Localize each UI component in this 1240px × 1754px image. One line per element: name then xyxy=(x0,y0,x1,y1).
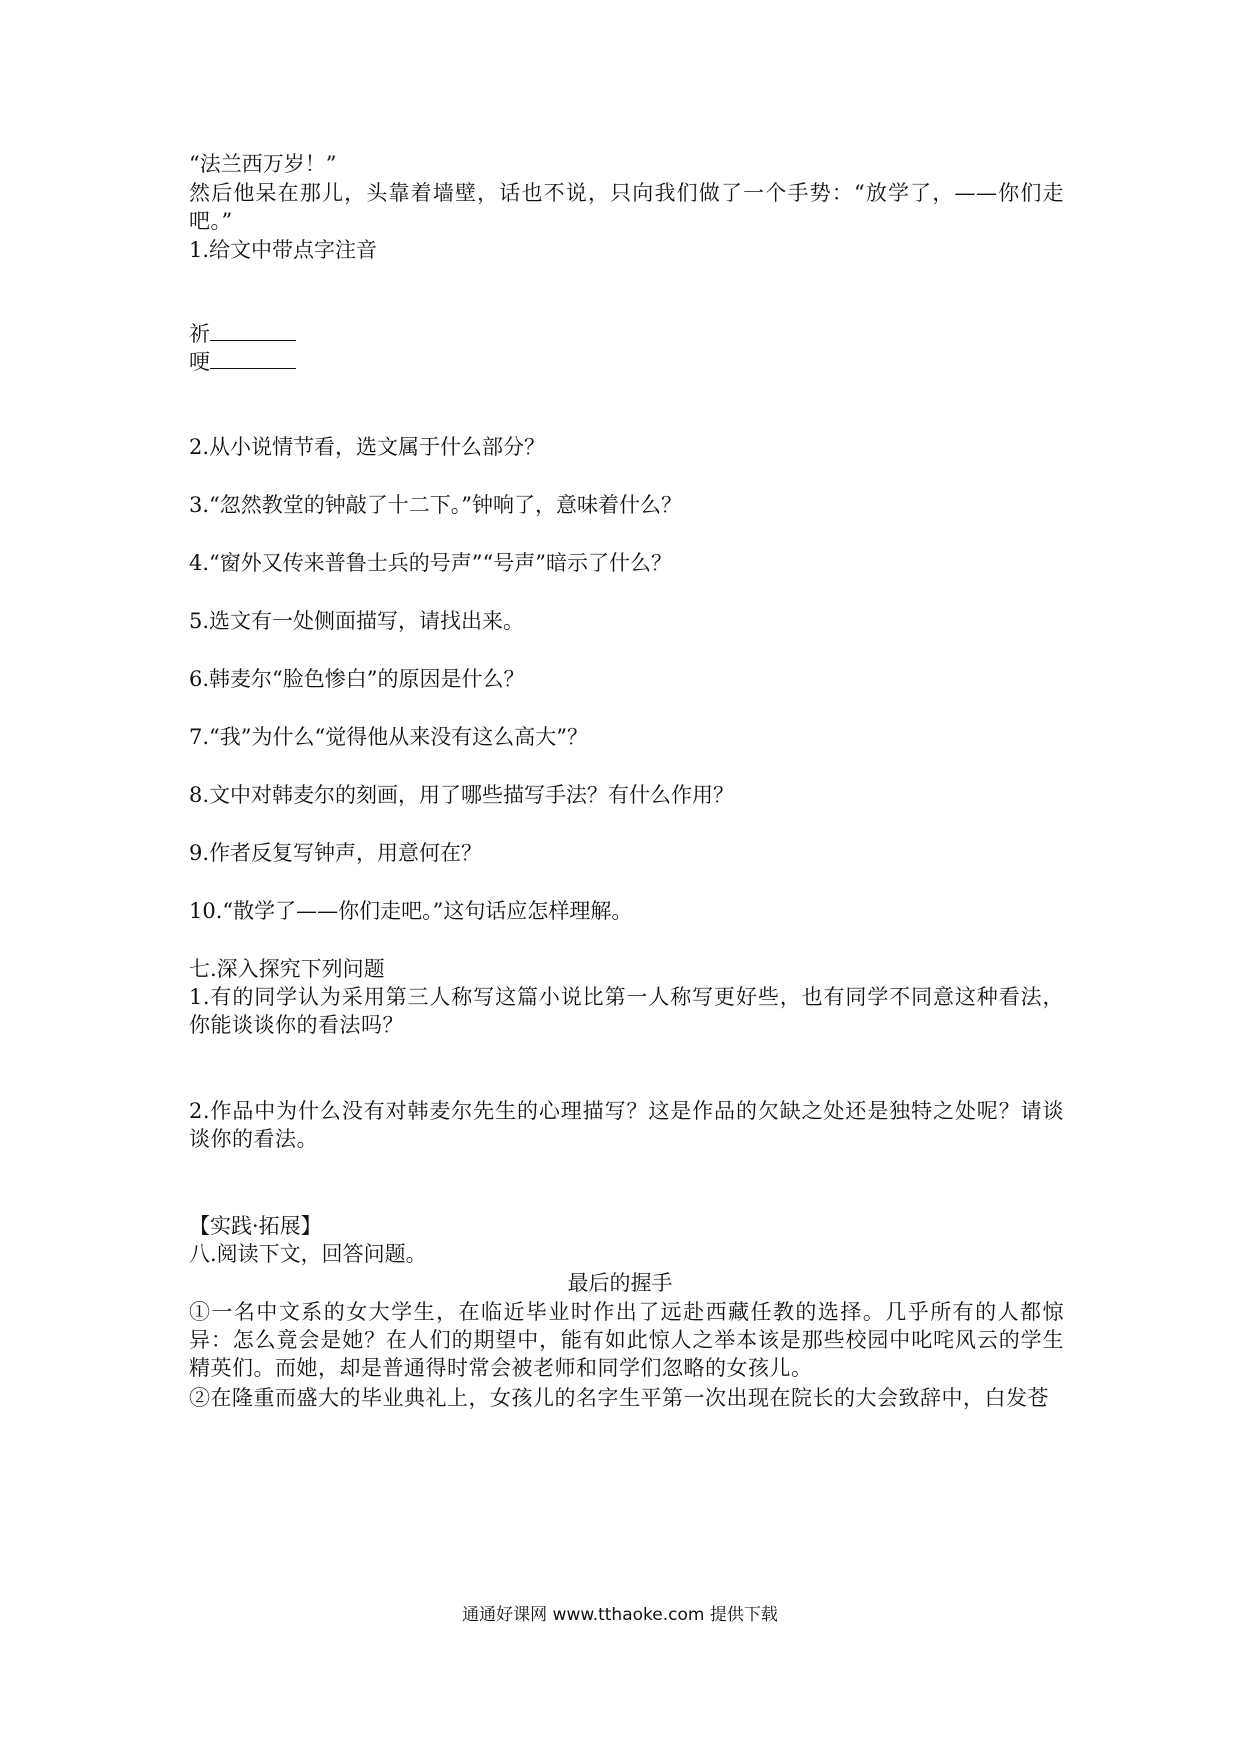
answer-blank-2[interactable] xyxy=(210,348,296,369)
question-8: 8.文中对韩麦尔的刻画，用了哪些描写手法？有什么作用？ xyxy=(189,783,735,807)
article-paragraph-1: ①一名中文系的女大学生，在临近毕业时作出了远赴西藏任教的选择。几乎所有的人都惊异：怎么竟会是她？在人们的期望中，能有如此惊人之举本该是那些校园中叱咤风云的学生精英们。而她，却是普通得时常会被老师和同学们忽略的女孩儿。 xyxy=(189,1300,1064,1380)
pinyin-item-qi xyxy=(189,320,296,348)
section-7-question-1: 1.有的同学认为采用第三人称写这篇小说比第一人称写更好些，也有同学不同意这种看法，你能谈谈你的看法吗？ xyxy=(189,985,1064,1037)
passage-line-1: “法兰西万岁！” xyxy=(189,152,337,176)
question-3: 3.“忽然教堂的钟敲了十二下。”钟响了，意味着什么？ xyxy=(189,493,683,517)
question-10: 10.“散学了——你们走吧。”这句话应怎样理解。 xyxy=(189,899,633,923)
section-8-heading: 八.阅读下文，回答问题。 xyxy=(189,1242,427,1266)
question-1-label: 1.给文中带点字注音 xyxy=(189,238,378,262)
question-6: 6.韩麦尔“脸色惨白”的原因是什么？ xyxy=(189,667,525,691)
page-footer: 通通好课网 www.tthaoke.com 提供下载 xyxy=(462,1605,778,1625)
passage-line-2: 然后他呆在那儿，头靠着墙壁，话也不说，只向我们做了一个手势：“放学了，——你们走吧。” xyxy=(189,181,1064,233)
article-paragraph-2: ②在隆重而盛大的毕业典礼上，女孩儿的名字生平第一次出现在院长的大会致辞中，白发苍 xyxy=(189,1386,1049,1410)
practice-heading: 【实践·拓展】 xyxy=(189,1214,322,1238)
article-title: 最后的握手 xyxy=(567,1271,673,1295)
pinyin-item-geng xyxy=(189,348,296,376)
pinyin-char-1: 祈 xyxy=(189,322,210,346)
answer-blank-1[interactable] xyxy=(210,320,296,341)
section-7-heading: 七.深入探究下列问题 xyxy=(189,957,385,981)
question-7: 7.“我”为什么“觉得他从来没有这么高大”？ xyxy=(189,725,588,749)
section-7-question-2: 2.作品中为什么没有对韩麦尔先生的心理描写？这是作品的欠缺之处还是独特之处呢？请谈谈你的看法。 xyxy=(189,1099,1064,1151)
question-2: 2.从小说情节看，选文属于什么部分？ xyxy=(189,435,546,459)
question-5: 5.选文有一处侧面描写，请找出来。 xyxy=(189,609,525,633)
question-9: 9.作者反复写钟声，用意何在？ xyxy=(189,841,483,865)
question-4: 4.“窗外又传来普鲁士兵的号声”“号声”暗示了什么？ xyxy=(189,551,672,575)
pinyin-char-2: 哽 xyxy=(189,350,210,374)
